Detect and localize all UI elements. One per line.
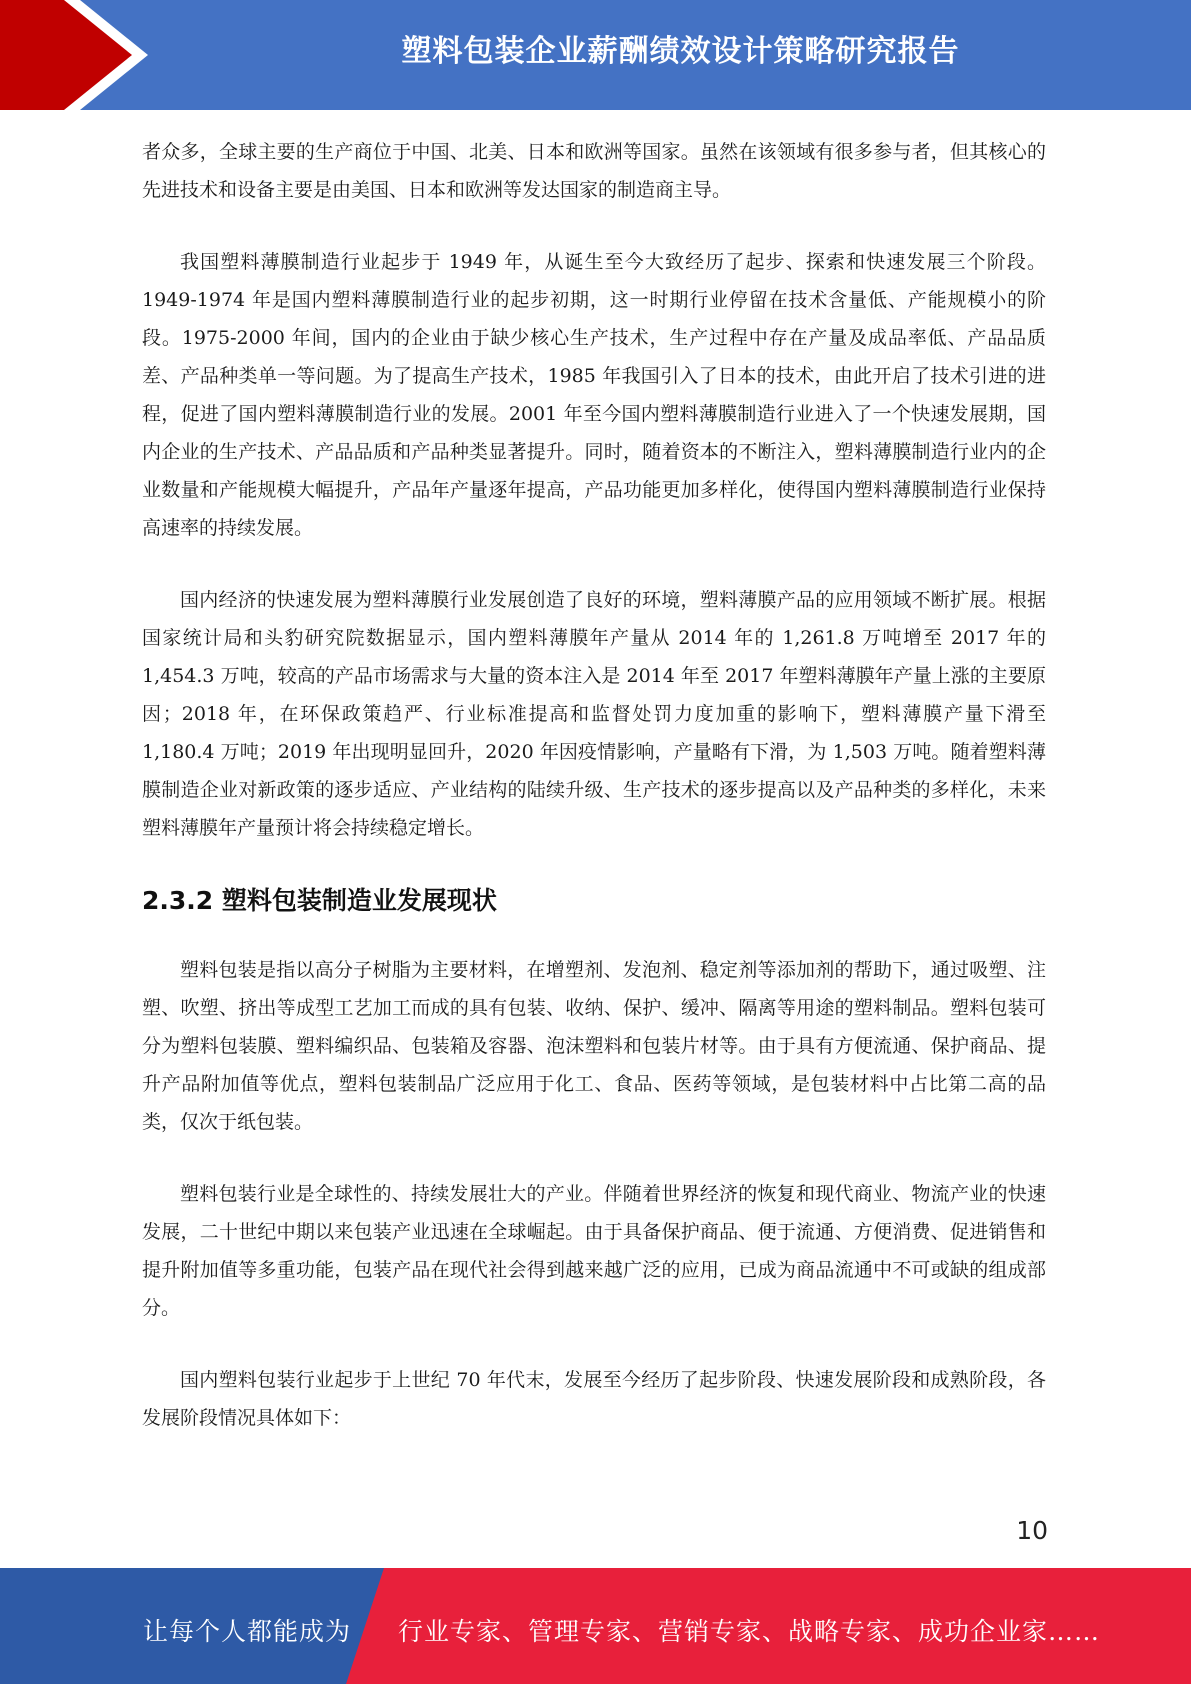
report-title: 塑料包装企业薪酬绩效设计策略研究报告	[401, 34, 960, 69]
header-arrow-icon	[0, 0, 160, 110]
paragraph: 国内塑料包装行业起步于上世纪 70 年代末，发展至今经历了起步阶段、快速发展阶段和成熟阶段，各发展阶段情况具体如下：	[142, 1369, 1046, 1429]
footer-slogan-left: 让每个人都能成为	[143, 1617, 352, 1646]
paragraph: 塑料包装是指以高分子树脂为主要材料，在增塑剂、发泡剂、稳定剂等添加剂的帮助下，通过吸塑、注塑、吹塑、挤出等成型工艺加工而成的具有包装、收纳、保护、缓冲、隔离等用途的塑料制品。塑料包装可分为塑料包装膜、塑料编织品、包装箱及容器、泡沫塑料和包装片材等。由于具有方便流通、保护商品、提升产品附加值等优点，塑料包装制品广泛应用于化工、食品、医药等领域，是包装材料中占比第二高的品类，仅次于纸包装。	[142, 959, 1046, 1133]
footer-slogan-right: 行业专家、管理专家、营销专家、战略专家、成功企业家……	[398, 1617, 1101, 1646]
page-number: 10	[1016, 1516, 1048, 1545]
paragraph: 我国塑料薄膜制造行业起步于 1949 年，从诞生至今大致经历了起步、探索和快速发展三个阶段。1949-1974 年是国内塑料薄膜制造行业的起步初期，这一时期行业停留在技术含量低、产能规模小的阶段。1975-2000 年间，国内的企业由于缺少核心生产技术，生产过程中存在产量及成品率低、产品品质差、产品种类单一等问题。为了提高生产技术，1985 年我国引入了日本的技术，由此开启了技术引进的进程，促进了国内塑料薄膜制造行业的发展。2001 年至今国内塑料薄膜制造行业进入了一个快速发展期，国内企业的生产技术、产品品质和产品种类显著提升。同时，随着资本的不断注入，塑料薄膜制造行业内的企业数量和产能规模大幅提升，产品年产量逐年提高，产品功能更加多样化，使得国内塑料薄膜制造行业保持高速率的持续发展。	[142, 251, 1046, 539]
section-heading: 2.3.2 塑料包装制造业发展现状	[142, 886, 497, 915]
paragraph-continued: 者众多，全球主要的生产商位于中国、北美、日本和欧洲等国家。虽然在该领域有很多参与者，但其核心的先进技术和设备主要是由美国、日本和欧洲等发达国家的制造商主导。	[142, 141, 1046, 201]
footer-band	[0, 1568, 1191, 1684]
paragraph: 塑料包装行业是全球性的、持续发展壮大的产业。伴随着世界经济的恢复和现代商业、物流产业的快速发展，二十世纪中期以来包装产业迅速在全球崛起。由于具备保护商品、便于流通、方便消费、促进销售和提升附加值等多重功能，包装产品在现代社会得到越来越广泛的应用，已成为商品流通中不可或缺的组成部分。	[142, 1183, 1046, 1319]
paragraph: 国内经济的快速发展为塑料薄膜行业发展创造了良好的环境，塑料薄膜产品的应用领域不断扩展。根据国家统计局和头豹研究院数据显示，国内塑料薄膜年产量从 2014 年的 1,261.8 万吨增至 2017 年的 1,454.3 万吨，较高的产品市场需求与大量的资本注入是 2014 年至 2017 年塑料薄膜年产量上涨的主要原因；2018 年，在环保政策趋严、行业标准提高和监督处罚力度加重的影响下，塑料薄膜产量下滑至 1,180.4 万吨；2019 年出现明显回升，2020 年因疫情影响，产量略有下滑，为 1,503 万吨。随着塑料薄膜制造企业对新政策的逐步适应、产业结构的陆续升级、生产技术的逐步提高以及产品种类的多样化，未来塑料薄膜年产量预计将会持续稳定增长。	[142, 589, 1046, 839]
header-band	[0, 0, 1191, 110]
document-body	[142, 133, 1046, 1471]
